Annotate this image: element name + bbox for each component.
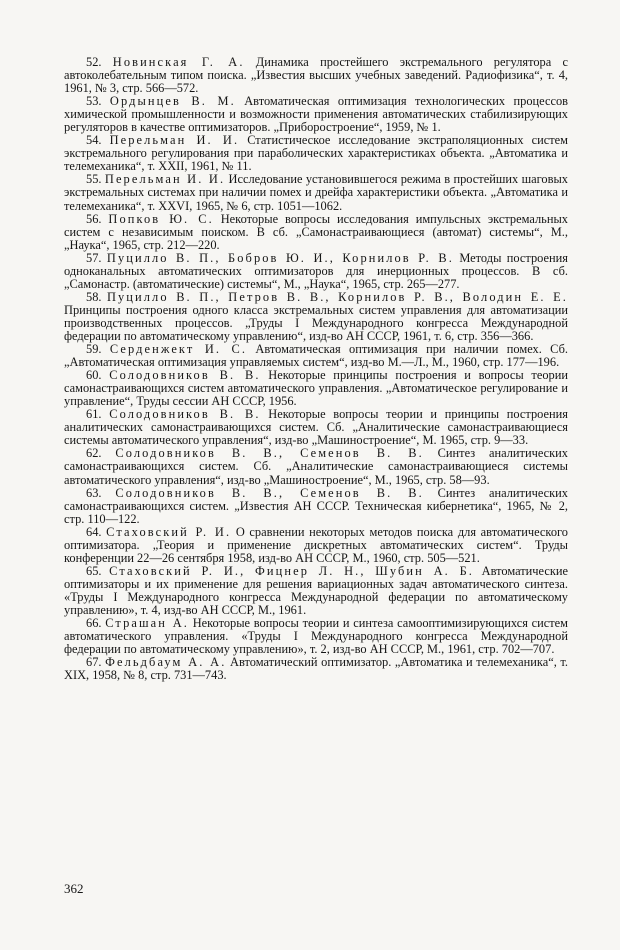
reference-text: Статистическое исследование экстраполяционных систем экстремального регулирования при параболических характеристиках объекта. „Автоматика и телемеханика“, т. XXII, 1961, № 11. xyxy=(64,133,568,174)
reference-number: 66. xyxy=(86,616,102,631)
reference-text: Синтез аналитических самонастраивающихся систем. „Известия АН СССР. Техническая кибернетика“, 1965, № 2, стр. 110—122. xyxy=(64,485,568,526)
reference-number: 54. xyxy=(86,133,102,148)
reference-item xyxy=(64,56,568,95)
reference-author: Ордынцев В. М. xyxy=(109,94,236,109)
reference-text: Некоторые принципы построения и вопросы теории самонастраивающихся систем автоматического управления. „Автоматическое регулирование и управление“, Труды сессии АН СССР, 1956. xyxy=(64,368,568,409)
reference-text: Исследование установившегося режима в простейших шаговых экстремальных системах при наличии помех и дрейфа характеристики объекта. „Автоматика и телемеханика“, т. XXVI, 1965, № 6, стр. 1051—1062. xyxy=(64,172,568,213)
reference-item xyxy=(64,565,568,617)
reference-item xyxy=(64,369,568,408)
reference-item xyxy=(64,656,568,682)
reference-author: Новинская Г. А. xyxy=(112,55,245,69)
reference-text: Автоматическая оптимизация технологических процессов химической промышленности и возможности применения автоматических стабилизирующих регуляторов в качестве оптимизаторов. „Приборостроение“, 1959, № 1. xyxy=(64,94,568,135)
reference-author: Перельман И. И. xyxy=(109,133,240,148)
reference-item xyxy=(64,291,568,343)
reference-number: 65. xyxy=(86,563,102,578)
reference-author: Страшан А. xyxy=(105,616,190,631)
reference-item xyxy=(64,487,568,526)
reference-author: Пуцилло В. П., Петров В. В., Корнилов Р. В., Володин Е. Е. xyxy=(106,289,568,304)
reference-number: 64. xyxy=(86,524,102,539)
reference-text: Методы построения одноканальных автоматических оптимизаторов для инерционных процессов. В сб. „Самонастр. (автоматические) системы“, М., „Наука“, 1965, стр. 265—277. xyxy=(64,250,568,291)
reference-text: Автоматический оптимизатор. „Автоматика и телемеханика“, т. XIX, 1958, № 8, стр. 731—743. xyxy=(64,655,568,683)
reference-author: Серденжект И. С. xyxy=(109,342,248,357)
reference-author: Солодовников В. В., Семенов В. В. xyxy=(115,446,424,461)
reference-author: Пуцилло В. П., Бобров Ю. И., Корнилов Р. В. xyxy=(106,250,454,265)
reference-author: Солодовников В. В. xyxy=(109,407,261,422)
reference-text: Синтез аналитических самонастраивающихся систем. Сб. „Аналитические самонастраивающиеся системы автоматического управления“, изд-во „Машиностроение“, М., 1965, стр. 58—93. xyxy=(64,446,568,487)
reference-item xyxy=(64,134,568,173)
reference-item xyxy=(64,343,568,369)
reference-author: Фельдбаум А. А. xyxy=(105,655,227,670)
reference-item xyxy=(64,526,568,565)
reference-number: 59. xyxy=(86,342,102,357)
reference-number: 58. xyxy=(86,289,102,304)
reference-text: О сравнении некоторых методов поиска для автоматического оптимизатора. „Теория и применение дискретных автоматических систем“. Труды конференции 22—26 сентября 1958, изд-во АН СССР, М., 1960, стр. 505—521. xyxy=(64,524,568,565)
reference-text: Принципы построения одного класса экстремальных систем управления для автоматизации производственных процессов. „Труды I Международного конгресса Международной федерации по автоматическому управлению“, изд-во АН СССР, 1961, т. 6, стр. 356—366. xyxy=(64,302,568,343)
reference-number: 53. xyxy=(86,94,102,109)
reference-number: 62. xyxy=(86,446,102,461)
reference-author: Солодовников В. В. xyxy=(109,368,261,383)
reference-item xyxy=(64,173,568,212)
reference-author: Попков Ю. С. xyxy=(108,211,214,226)
reference-text: Динамика простейшего экстремального регулятора с автоколебательным типом поиска. „Известия высших учебных заведений. Радиофизика“, т. 4, 1961, № 3, стр. 566—572. xyxy=(64,55,568,96)
reference-number: 55. xyxy=(86,172,102,187)
page-number: 362 xyxy=(64,881,84,896)
reference-text: Некоторые вопросы теории и синтеза самооптимизирующихся систем автоматического управления. «Труды I Международного конгресса Международной федерации по автоматическому управлению», т. 2, изд-во АН СССР, М., 1961, стр. 702—707. xyxy=(64,616,568,657)
reference-author: Стаховский Р. И. xyxy=(106,524,232,539)
reference-list xyxy=(64,56,568,682)
reference-number: 60. xyxy=(86,368,102,383)
reference-item xyxy=(64,408,568,447)
reference-item xyxy=(64,252,568,291)
reference-item xyxy=(64,213,568,252)
reference-number: 67. xyxy=(86,655,102,670)
reference-author: Стаховский Р. И., Фицнер Л. Н., Шубин А. Б. xyxy=(109,563,474,578)
reference-text: Автоматическая оптимизация при наличии помех. Сб. „Автоматическая оптимизация управляемых систем“, изд-во М.—Л., М., 1960, стр. 177—196. xyxy=(64,342,568,370)
reference-text: Некоторые вопросы теории и принципы построения аналитических самонастраивающихся систем. Сб. „Аналитические самонастраивающиеся системы автоматического управления“, изд-во „Машиностроение“, М. 1965, стр. 9—33. xyxy=(64,407,568,448)
reference-number: 52. xyxy=(86,55,102,69)
reference-author: Солодовников В. В., Семенов В. В. xyxy=(115,485,424,500)
reference-author: Перельман И. И. xyxy=(104,172,226,187)
reference-item xyxy=(64,447,568,486)
reference-number: 56. xyxy=(86,211,102,226)
reference-number: 61. xyxy=(86,407,102,422)
reference-item xyxy=(64,95,568,134)
reference-text: Некоторые вопросы исследования импульсных экстремальных систем с независимым поиском. В сб. „Самонастраивающиеся (автомат) системы“, М., „Наука“, 1965, стр. 212—220. xyxy=(64,211,568,252)
reference-item xyxy=(64,617,568,656)
reference-number: 63. xyxy=(86,485,102,500)
reference-number: 57. xyxy=(86,250,102,265)
reference-text: Автоматические оптимизаторы и их применение для решения вариационных задач автоматического синтеза. «Труды I Международного конгресса Международной федерации по автоматическому управлению», т. 4, изд-во АН СССР, М., 1961. xyxy=(64,563,568,617)
